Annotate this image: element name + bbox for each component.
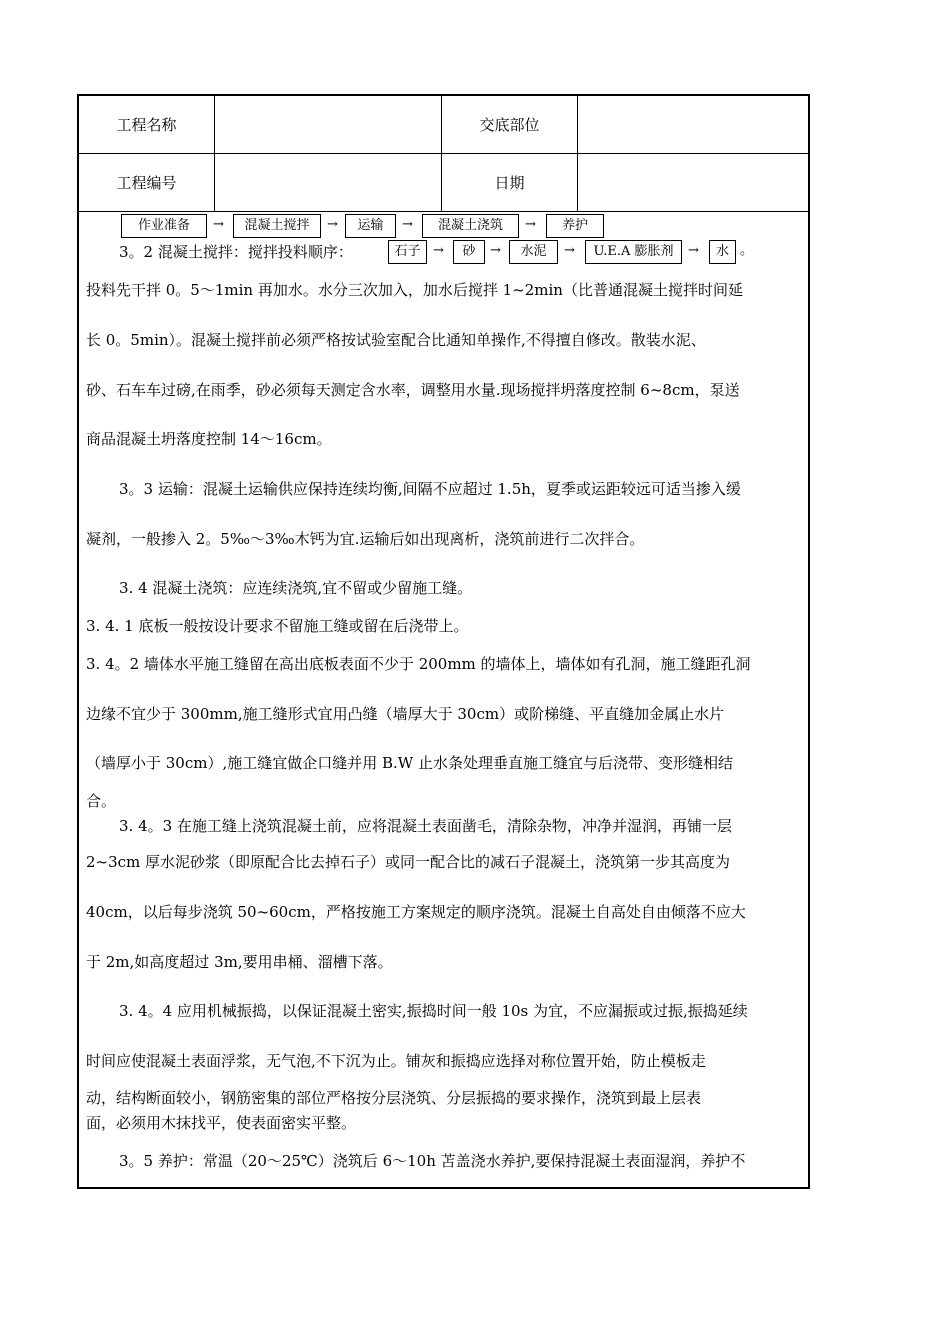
text-line: 时间应使混凝土表面浮浆，无气泡,不下沉为止。铺灰和振捣应选择对称位置开始，防止模板走 xyxy=(86,1052,706,1070)
header-row-2 xyxy=(79,154,808,212)
flow-step-curing: 养护 xyxy=(546,214,604,238)
flow-arrow: → xyxy=(564,243,575,258)
text-line: 投料先干拌 0。5～1min 再加水。水分三次加入，加水后搅拌 1~2min（比普通混凝土搅拌时间延 xyxy=(86,281,743,299)
flow-step-transport: 运输 xyxy=(345,214,396,238)
header-row-1 xyxy=(79,96,808,154)
flow-arrow: → xyxy=(688,243,699,258)
flow-material-water: 水 xyxy=(709,240,736,264)
flow-arrow: → xyxy=(433,243,444,258)
project-no-value xyxy=(215,154,441,212)
flow-material-sand: 砂 xyxy=(453,240,485,264)
text-line: 3。5 养护：常温（20～25℃）浇筑后 6～10h 苫盖浇水养护,要保持混凝土表面湿润，养护不 xyxy=(119,1152,746,1170)
project-name-value xyxy=(215,96,441,154)
text-line: 动，结构断面较小，钢筋密集的部位严格按分层浇筑、分层振捣的要求操作，浇筑到最上层表 xyxy=(86,1089,702,1107)
flow-step-pouring: 混凝土浇筑 xyxy=(422,214,519,238)
flow-arrow: → xyxy=(327,217,338,232)
flow-arrow: → xyxy=(525,217,536,232)
text-line: 于 2m,如高度超过 3m,要用串桶、溜槽下落。 xyxy=(86,953,393,971)
text-line: 40cm，以后每步浇筑 50~60cm，严格按施工方案规定的顺序浇筑。混凝土自高处自由倾落不应大 xyxy=(86,903,746,921)
location-label: 交底部位 xyxy=(479,116,540,134)
text-line: 砂、石车车过磅,在雨季，砂必须每天测定含水率，调整用水量.现场搅拌坍落度控制 6~8cm，泵送 xyxy=(86,381,740,399)
column-divider xyxy=(577,96,578,212)
mixing-heading: 3。2 混凝土搅拌：搅拌投料顺序： xyxy=(119,243,353,261)
text-line: 面，必须用木抹找平，使表面密实平整。 xyxy=(86,1114,357,1132)
location-value xyxy=(578,96,808,154)
flow-step-mixing: 混凝土搅拌 xyxy=(233,214,321,238)
flow-arrow: → xyxy=(213,217,224,232)
project-name-label: 工程名称 xyxy=(116,116,177,134)
text-line: 长 0。5min）。混凝土搅拌前必须严格按试验室配合比通知单操作,不得擅自修改。散装水泥、 xyxy=(86,331,706,349)
flow-arrow: → xyxy=(490,243,501,258)
text-line: 凝剂，一般掺入 2。5‰～3‰木钙为宜.运输后如出现离析，浇筑前进行二次拌合。 xyxy=(86,530,645,548)
text-line: 3. 4。3 在施工缝上浇筑混凝土前，应将混凝土表面凿毛，清除杂物，冲净并湿润，再铺一层 xyxy=(119,817,732,835)
text-line: 3. 4。2 墙体水平施工缝留在高出底板表面不少于 200mm 的墙体上，墙体如有孔洞，施工缝距孔洞 xyxy=(86,655,751,673)
column-divider xyxy=(441,96,442,212)
text-line: 2~3cm 厚水泥砂浆（即原配合比去掉石子）或同一配合比的减石子混凝土，浇筑第一步其高度为 xyxy=(86,853,731,871)
text-line: 3. 4. 1 底板一般按设计要求不留施工缝或留在后浇带上。 xyxy=(86,617,469,635)
flow-arrow: → xyxy=(402,217,413,232)
text-line: 商品混凝土坍落度控制 14～16cm。 xyxy=(86,430,332,448)
date-value xyxy=(578,154,808,212)
flow-step-prepare: 作业准备 xyxy=(121,214,207,238)
project-no-label: 工程编号 xyxy=(116,174,177,192)
text-line: 3. 4 混凝土浇筑：应连续浇筑,宜不留或少留施工缝。 xyxy=(119,579,473,597)
column-divider xyxy=(214,96,215,212)
text-line: （墙厚小于 30cm）,施工缝宜做企口缝并用 B.W 止水条处理垂直施工缝宜与后浇带、变形缝相结 xyxy=(86,754,733,772)
flow-material-cement: 水泥 xyxy=(509,240,558,264)
flow-material-stone: 石子 xyxy=(388,240,427,264)
flow-material-uea: U.E.A 膨胀剂 xyxy=(585,240,682,264)
text-line: 边缘不宜少于 300mm,施工缝形式宜用凸缝（墙厚大于 30cm）或阶梯缝、平直缝加金属止水片 xyxy=(86,705,725,723)
date-label: 日期 xyxy=(494,174,525,192)
text-line: 3. 4。4 应用机械振捣，以保证混凝土密实,振捣时间一般 10s 为宜，不应漏振或过振,振捣延续 xyxy=(119,1002,748,1020)
text-line: 合。 xyxy=(86,792,117,810)
flow-suffix: 。 xyxy=(740,243,754,258)
text-line: 3。3 运输：混凝土运输供应保持连续均衡,间隔不应超过 1.5h，夏季或运距较远可适当掺入缓 xyxy=(119,480,741,498)
